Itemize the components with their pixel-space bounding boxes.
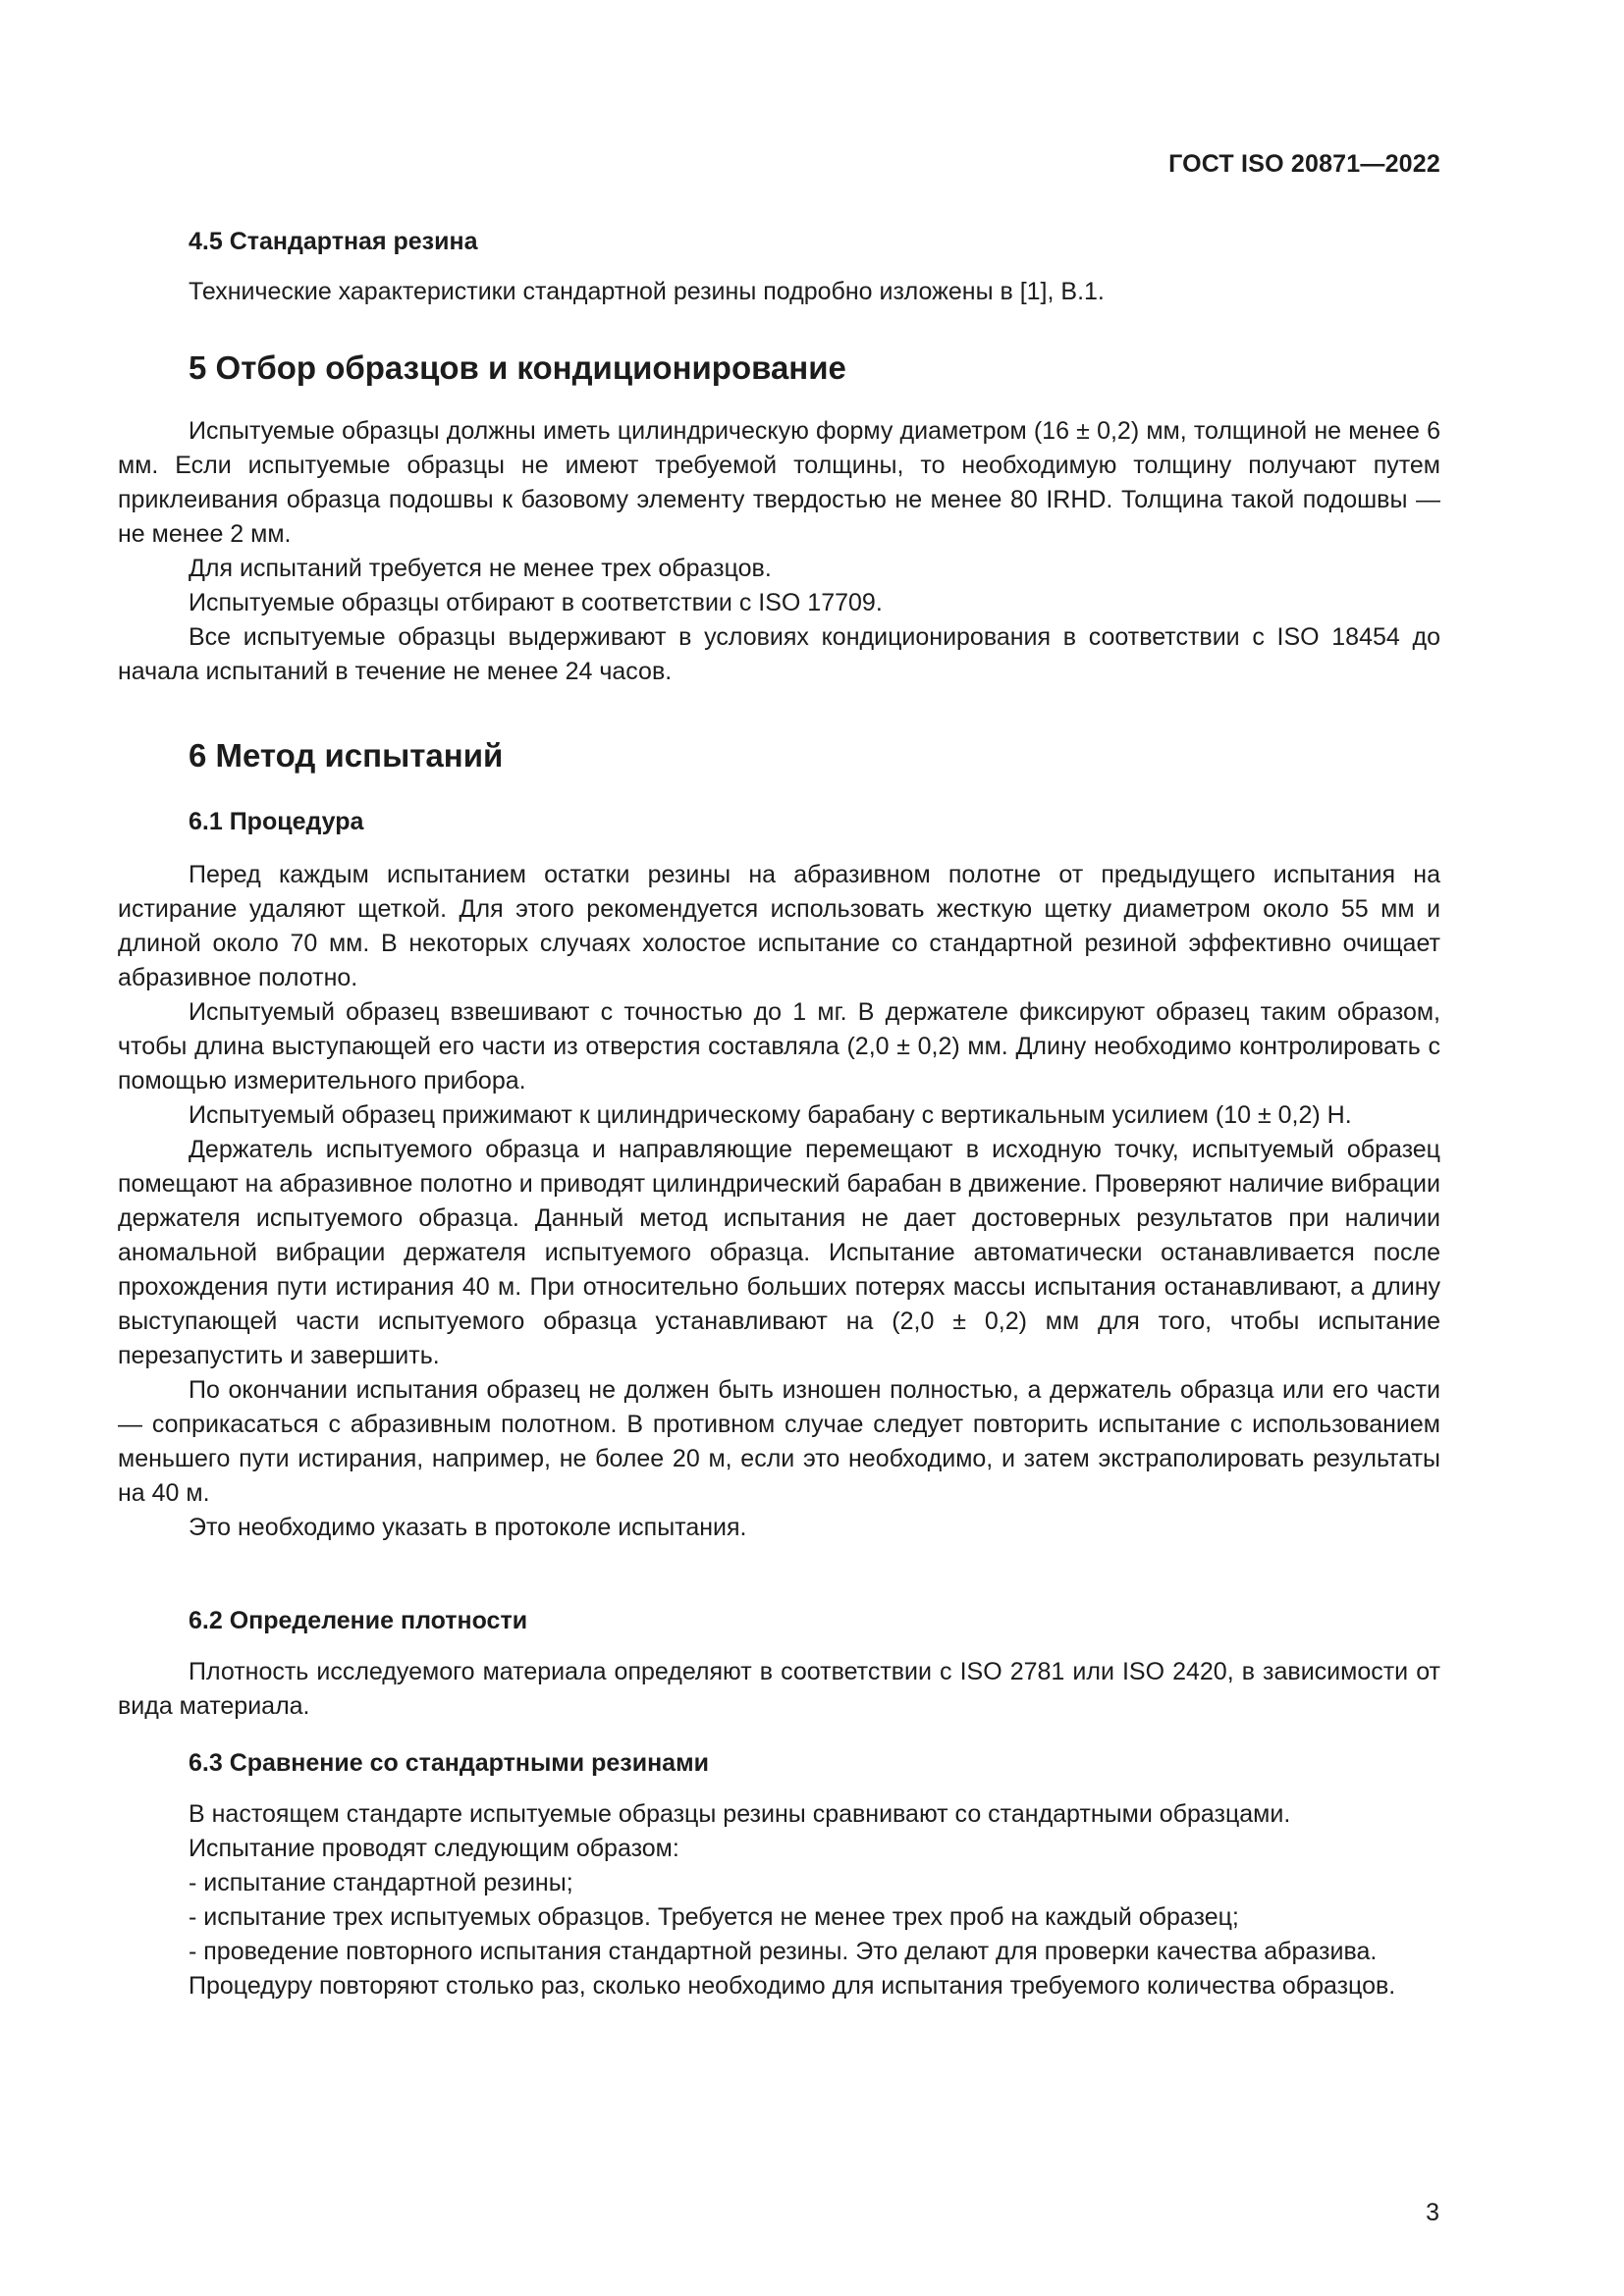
heading-4-5: 4.5 Стандартная резина	[189, 228, 478, 255]
paragraph: В настоящем стандарте испытуемые образцы резины сравнивают со стандартными образцами.	[189, 1800, 1291, 1828]
heading-6-3: 6.3 Сравнение со стандартными резинами	[189, 1749, 709, 1777]
heading-5: 5 Отбор образцов и кондиционирование	[189, 349, 846, 386]
paragraph: Испытуемые образцы отбирают в соответствии с ISO 17709.	[189, 589, 883, 616]
heading-6-1: 6.1 Процедура	[189, 808, 364, 835]
paragraph: Плотность исследуемого материала определяют в соответствии с ISO 2781 или ISO 2420, в зависимости от вида материала.	[118, 1658, 1440, 1720]
page-number: 3	[1426, 2199, 1439, 2226]
list-item: - испытание стандартной резины;	[189, 1869, 573, 1896]
document-code: ГОСТ ISO 20871—2022	[1168, 150, 1440, 178]
list-item: - проведение повторного испытания стандартной резины. Это делают для проверки качества абразива.	[189, 1938, 1378, 1965]
paragraph: Испытуемый образец прижимают к цилиндрическому барабану с вертикальным усилием (10 ± 0,2) Н.	[189, 1101, 1352, 1129]
heading-6: 6 Метод испытаний	[189, 737, 504, 774]
paragraph: Все испытуемые образцы выдерживают в условиях кондиционирования в соответствии с ISO 18454 до начала испытаний в течение не менее 24 часов.	[118, 623, 1440, 685]
paragraph: Испытание проводят следующим образом:	[189, 1835, 679, 1862]
paragraph: Держатель испытуемого образца и направляющие перемещают в исходную точку, испытуемый образец помещают на абразивное полотно и приводят цилиндрический барабан в движение. Проверяют наличие вибрации держателя испытуемого образца. Данный метод испытания не дает достоверных результатов при наличии аномальной вибрации держателя испытуемого образца. Испытание автоматически останавливается после прохождения пути истирания 40 м. При относительно больших потерях массы испытания останавливают, а длину выступающей части испытуемого образца устанавливают на (2,0 ± 0,2) мм для того, чтобы испытание перезапустить и завершить.	[118, 1136, 1440, 1369]
paragraph: Технические характеристики стандартной резины подробно изложены в [1], В.1.	[189, 278, 1105, 305]
section-6-3-body	[118, 1797, 1440, 2003]
section-6-1-body	[118, 858, 1440, 1545]
list-item: - испытание трех испытуемых образцов. Требуется не менее трех проб на каждый образец;	[189, 1903, 1239, 1931]
paragraph: По окончании испытания образец не должен быть изношен полностью, а держатель образца или его части — соприкасаться с абразивным полотном. В противном случае следует повторить испытание с использованием меньшего пути истирания, например, не более 20 м, если это необходимо, и затем экстраполировать результаты на 40 м.	[118, 1376, 1440, 1507]
paragraph: Перед каждым испытанием остатки резины на абразивном полотне от предыдущего испытания на истирание удаляют щеткой. Для этого рекомендуется использовать жесткую щетку диаметром около 55 мм и длиной около 70 мм. В некоторых случаях холостое испытание со стандартной резиной эффективно очищает абразивное полотно.	[118, 861, 1440, 991]
heading-6-2: 6.2 Определение плотности	[189, 1607, 528, 1634]
paragraph: Для испытаний требуется не менее трех образцов.	[189, 555, 772, 582]
paragraph: Испытуемый образец взвешивают с точностью до 1 мг. В держателе фиксируют образец таким образом, чтобы длина выступающей его части из отверстия составляла (2,0 ± 0,2) мм. Длину необходимо контролировать с помощью измерительного прибора.	[118, 998, 1440, 1095]
section-6-2-body	[118, 1655, 1440, 1724]
paragraph: Это необходимо указать в протоколе испытания.	[189, 1514, 747, 1541]
section-5-body	[118, 414, 1440, 689]
paragraph: Испытуемые образцы должны иметь цилиндрическую форму диаметром (16 ± 0,2) мм, толщиной не менее 6 мм. Если испытуемые образцы не имеют требуемой толщины, то необходимую толщину получают путем приклеивания образца подошвы к базовому элементу твердостью не менее 80 IRHD. Толщина такой подошвы — не менее 2 мм.	[118, 417, 1440, 548]
section-4-5-body	[118, 275, 1440, 309]
paragraph: Процедуру повторяют столько раз, сколько необходимо для испытания требуемого количества образцов.	[189, 1972, 1396, 2000]
